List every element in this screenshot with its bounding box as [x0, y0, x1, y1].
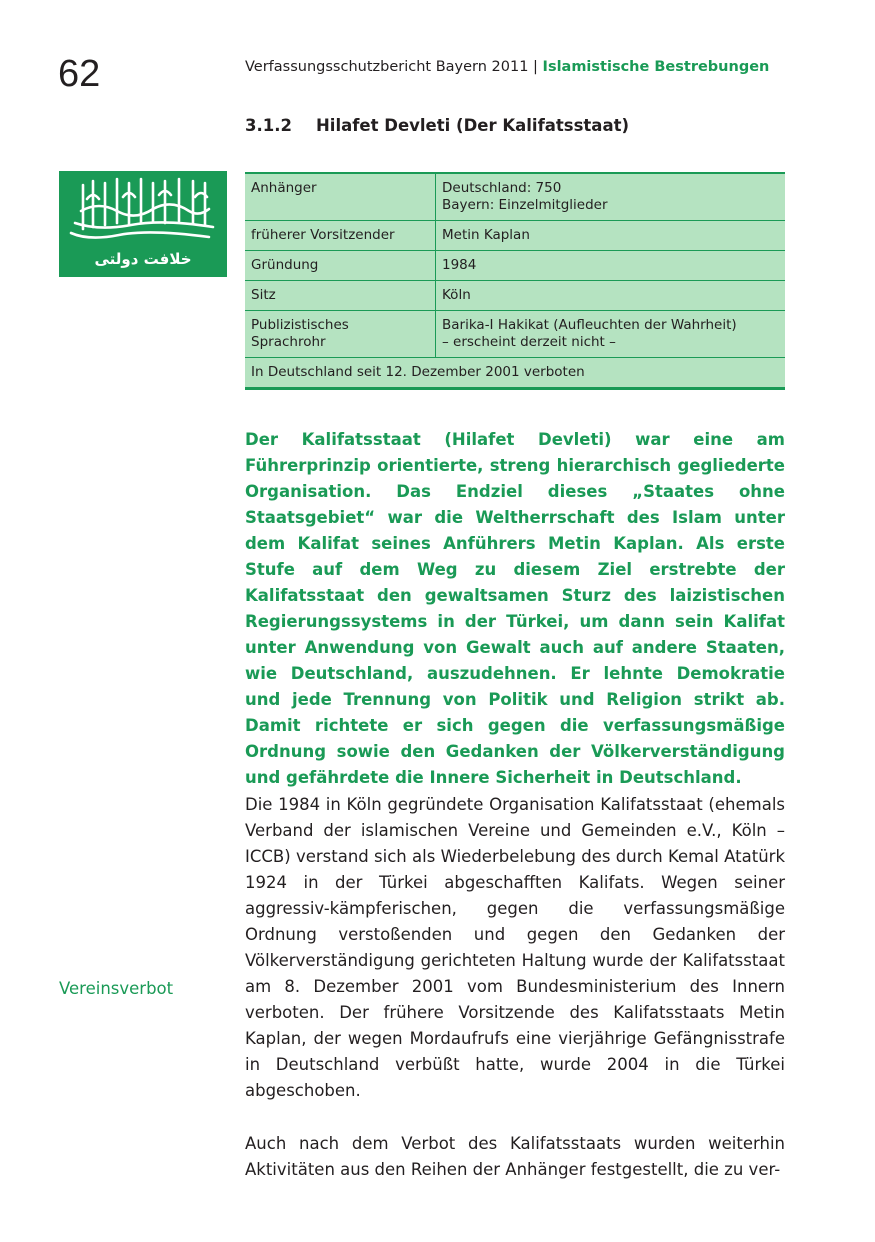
- table-value-text: Barika-I Hakikat (Aufleuchten der Wahrheit): [442, 317, 737, 333]
- table-value-text: 1984: [442, 257, 477, 273]
- organization-info-table: [245, 172, 785, 390]
- organization-flag-logo: [59, 171, 227, 277]
- table-value-text: Köln: [442, 287, 471, 303]
- section-title: Hilafet Devleti (Der Kalifatsstaat): [316, 116, 630, 135]
- table-label-text: Sprachrohr: [251, 334, 326, 350]
- table-value-text: Metin Kaplan: [442, 227, 530, 243]
- section-number: 3.1.2: [245, 116, 292, 135]
- table-value-text: – erscheint derzeit nicht –: [442, 334, 616, 350]
- table-label-cell: [245, 221, 436, 251]
- table-value-cell: [436, 281, 786, 311]
- body-paragraph-2: Auch nach dem Verbot des Kalifatsstaats wurden weiterhin Aktivitäten aus den Reihen der Anhänger festgestellt, die zu ver-: [245, 1134, 785, 1179]
- table-label-text: Anhänger: [251, 180, 317, 196]
- table-label-cell: [245, 311, 436, 358]
- table-footer-cell: In Deutschland seit 12. Dezember 2001 verboten: [245, 358, 785, 389]
- table-label-cell: [245, 173, 436, 221]
- table-row: [245, 173, 785, 221]
- logo-caption: خلافت دولتی: [94, 250, 192, 268]
- table-label-text: Gründung: [251, 257, 319, 273]
- table-value-cell: [436, 173, 786, 221]
- table-value-cell: [436, 311, 786, 358]
- table-label-text: Sitz: [251, 287, 276, 303]
- table-label-text: Publizistisches: [251, 317, 349, 333]
- lead-paragraph: Der Kalifatsstaat (Hilafet Devleti) war eine am Führerprinzip orientierte, streng hierarchisch gegliederte Organisation. Das Endziel dieses „Staates ohne Staatsgebiet“ war die Weltherrschaft des Islam unter dem Kalifat seines Anführers Metin Kaplan. Als erste Stufe auf dem Weg zu diesem Ziel erstrebte der Kalifatsstaat den gewaltsamen Sturz des laizistischen Regierungssystems in der Türkei, um dann sein Kalifat unter Anwendung von Gewalt auch auf andere Staaten, wie Deutschland, auszudehnen. Er lehnte Demokratie und jede Trennung von Politik und Religion strikt ab. Damit richtete er sich gegen die verfassungsmäßige Ordnung sowie den Gedanken der Völkerverständigung und gefährdete die Innere Sicherheit in Deutschland.: [245, 430, 785, 787]
- page-number: 62: [58, 53, 101, 95]
- section-heading: [245, 116, 629, 136]
- table-value-cell: [436, 221, 786, 251]
- margin-note: Vereinsverbot: [59, 979, 174, 998]
- table-footer-row: [245, 358, 785, 389]
- table-label-cell: [245, 281, 436, 311]
- running-header: [245, 58, 769, 76]
- table-row: [245, 311, 785, 358]
- report-title: Verfassungsschutzbericht Bayern 2011: [245, 59, 529, 75]
- table-row: [245, 221, 785, 251]
- body-paragraph-1: Die 1984 in Köln gegründete Organisation Kalifatsstaat (ehemals Verband der islamischen Vereine und Gemeinden e.V., Köln – ICCB) verstand sich als Wiederbelebung des durch Kemal Atatürk 1924 in der Türkei abgeschafften Kalifats. Wegen seiner aggressiv-kämpferischen, gegen die verfassungsmäßige Ordnung verstoßenden und gegen den Gedanken der Völkerverständigung gerichteten Haltung wurde der Kalifatsstaat am 8. Dezember 2001 vom Bundesministerium des Innern verboten. Der frühere Vorsitzende des Kalifatsstaats Metin Kaplan, der wegen Mordaufrufs eine vierjährige Gefängnisstrafe in Deutschland verbüßt hatte, wurde 2004 in die Türkei abgeschoben.: [245, 795, 785, 1100]
- table-value-text: Bayern: Einzelmitglieder: [442, 197, 608, 213]
- table-value-text: Deutschland: 750: [442, 180, 562, 196]
- table-label-cell: [245, 251, 436, 281]
- table-row: [245, 251, 785, 281]
- table-row: [245, 281, 785, 311]
- table-label-text: früherer Vorsitzender: [251, 227, 395, 243]
- header-separator: |: [533, 59, 538, 75]
- calligraphy-emblem-icon: [59, 171, 227, 251]
- header-section-title: Islamistische Bestrebungen: [542, 59, 770, 75]
- table-value-cell: [436, 251, 786, 281]
